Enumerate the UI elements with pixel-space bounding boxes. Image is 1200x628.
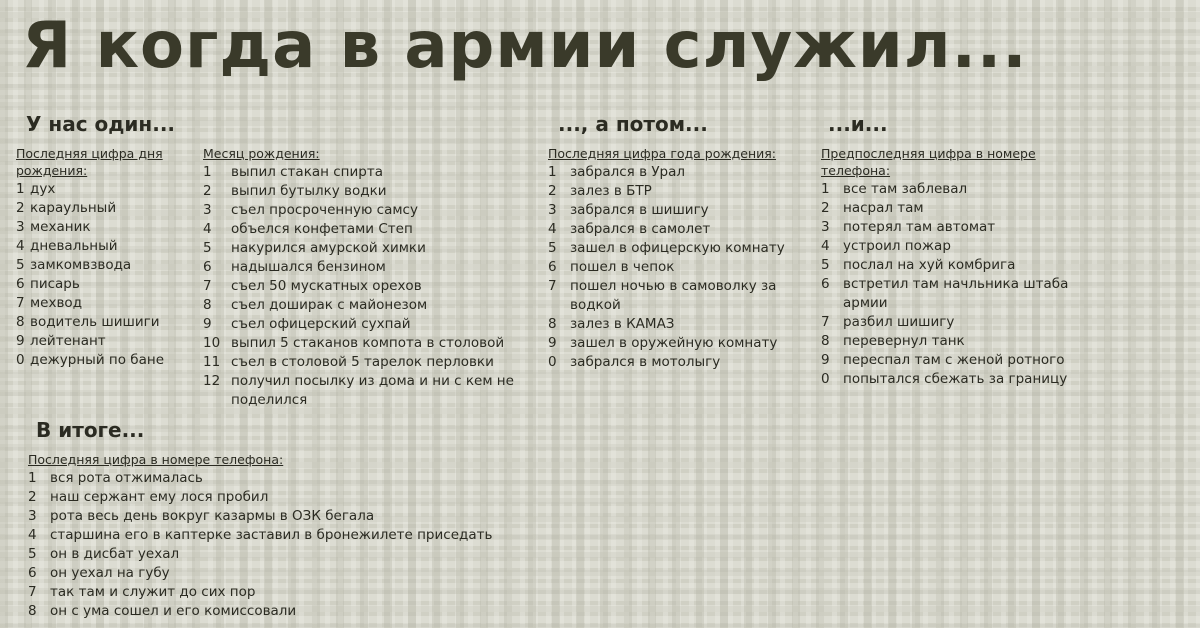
item-text: объелся конфетами Степ xyxy=(231,221,413,237)
item-number: 3 xyxy=(16,219,25,235)
month-list xyxy=(203,163,533,410)
month-block xyxy=(203,145,533,410)
list-item xyxy=(16,237,186,256)
item-number: 6 xyxy=(548,259,557,275)
item-text: лейтенант xyxy=(30,333,106,349)
item-number: 9 xyxy=(548,335,557,351)
item-text: съел просроченную самсу xyxy=(231,202,418,218)
item-number: 7 xyxy=(821,314,830,330)
result-list xyxy=(28,469,628,621)
item-text: рота весь день вокруг казармы в ОЗК бегала xyxy=(50,508,375,524)
item-text: забрался в самолет xyxy=(570,221,711,237)
item-number: 8 xyxy=(821,333,830,349)
item-number: 2 xyxy=(28,489,37,505)
item-text: старшина его в каптерке заставил в бронежилете приседать xyxy=(50,527,493,543)
item-number: 8 xyxy=(548,316,557,332)
item-text: встретил там начльника штаба армии xyxy=(843,276,1069,311)
heading-and: ...и... xyxy=(828,112,888,136)
year-list xyxy=(548,163,808,372)
item-text: накурился амурской химки xyxy=(231,240,426,256)
item-text: съел 50 мускатных орехов xyxy=(231,278,422,294)
item-number: 6 xyxy=(821,276,830,292)
rank-block xyxy=(16,145,186,370)
item-number: 1 xyxy=(28,470,37,486)
list-item xyxy=(16,256,186,275)
item-number: 0 xyxy=(821,371,830,387)
item-text: он уехал на губу xyxy=(50,565,170,581)
month-caption: Месяц рождения: xyxy=(203,146,320,161)
item-text: выпил стакан спирта xyxy=(231,164,383,180)
item-number: 2 xyxy=(203,183,212,199)
list-item xyxy=(16,275,186,294)
list-item xyxy=(548,163,808,182)
item-number: 1 xyxy=(821,181,830,197)
list-item xyxy=(821,275,1081,313)
list-item xyxy=(548,182,808,201)
item-number: 4 xyxy=(16,238,25,254)
list-item xyxy=(821,218,1081,237)
list-item xyxy=(28,583,628,602)
list-item xyxy=(548,258,808,277)
item-number: 5 xyxy=(203,240,212,256)
list-item xyxy=(16,332,186,351)
list-item xyxy=(548,334,808,353)
list-item xyxy=(203,296,533,315)
item-number: 5 xyxy=(548,240,557,256)
item-number: 4 xyxy=(203,221,212,237)
item-text: так там и служит до сих пор xyxy=(50,584,256,600)
item-text: попытался сбежать за границу xyxy=(843,371,1068,387)
item-text: съел в столовой 5 тарелок перловки xyxy=(231,354,494,370)
list-item xyxy=(821,180,1081,199)
list-item xyxy=(203,258,533,277)
item-text: залез в КАМАЗ xyxy=(570,316,675,332)
result-caption: Последняя цифра в номере телефона: xyxy=(28,452,284,467)
item-number: 9 xyxy=(203,316,212,332)
item-number: 5 xyxy=(16,257,25,273)
item-number: 3 xyxy=(203,202,212,218)
item-number: 2 xyxy=(821,200,830,216)
list-item xyxy=(16,294,186,313)
year-block xyxy=(548,145,808,372)
item-text: надышался бензином xyxy=(231,259,386,275)
item-text: выпил 5 стаканов компота в столовой xyxy=(231,335,505,351)
item-number: 6 xyxy=(28,565,37,581)
item-text: получил посылку из дома и ни с кем не поделился xyxy=(231,373,514,408)
item-number: 9 xyxy=(16,333,25,349)
item-text: устроил пожар xyxy=(843,238,951,254)
item-number: 7 xyxy=(548,278,557,294)
item-number: 1 xyxy=(16,181,25,197)
list-item xyxy=(203,201,533,220)
list-item xyxy=(16,313,186,332)
list-item xyxy=(203,163,533,182)
item-number: 3 xyxy=(548,202,557,218)
result-block xyxy=(28,451,628,621)
item-text: писарь xyxy=(30,276,80,292)
phone-caption: Предпоследняя цифра в номере телефона: xyxy=(821,146,1036,178)
phone-list xyxy=(821,180,1081,389)
year-caption: Последняя цифра года рождения: xyxy=(548,146,777,161)
item-number: 6 xyxy=(203,259,212,275)
item-text: разбил шишигу xyxy=(843,314,955,330)
item-number: 1 xyxy=(203,164,212,180)
item-text: вся рота отжималась xyxy=(50,470,203,486)
item-text: замкомвзвода xyxy=(30,257,132,273)
rank-caption: Последняя цифра дня рождения: xyxy=(16,146,163,178)
item-number: 0 xyxy=(548,354,557,370)
list-item xyxy=(203,334,533,353)
item-number: 3 xyxy=(821,219,830,235)
item-text: перевернул танк xyxy=(843,333,965,349)
list-item xyxy=(28,564,628,583)
list-item xyxy=(16,351,186,370)
item-number: 11 xyxy=(203,354,221,370)
item-text: потерял там автомат xyxy=(843,219,996,235)
item-text: дневальный xyxy=(30,238,118,254)
list-item xyxy=(28,469,628,488)
item-number: 3 xyxy=(28,508,37,524)
item-number: 4 xyxy=(821,238,830,254)
item-number: 5 xyxy=(28,546,37,562)
list-item xyxy=(548,353,808,372)
list-item xyxy=(28,545,628,564)
item-number: 2 xyxy=(16,200,25,216)
list-item xyxy=(203,353,533,372)
item-text: залез в БТР xyxy=(570,183,652,199)
item-text: механик xyxy=(30,219,91,235)
item-number: 10 xyxy=(203,335,221,351)
item-text: дежурный по бане xyxy=(30,352,165,368)
item-text: караульный xyxy=(30,200,117,216)
item-number: 8 xyxy=(203,297,212,313)
list-item xyxy=(203,220,533,239)
list-item xyxy=(28,488,628,507)
list-item xyxy=(203,372,533,410)
list-item xyxy=(16,199,186,218)
list-item xyxy=(203,182,533,201)
list-item xyxy=(203,277,533,296)
list-item xyxy=(821,256,1081,275)
list-item xyxy=(548,201,808,220)
list-item xyxy=(821,199,1081,218)
page-title: Я когда в армии служил... xyxy=(22,9,1028,83)
item-number: 8 xyxy=(28,603,37,619)
heading-one: У нас один... xyxy=(26,112,176,136)
list-item xyxy=(548,239,808,258)
list-item xyxy=(16,180,186,199)
list-item xyxy=(28,526,628,545)
item-number: 12 xyxy=(203,373,221,389)
item-number: 5 xyxy=(821,257,830,273)
item-text: водитель шишиги xyxy=(30,314,160,330)
item-text: пошел ночью в самоволку за водкой xyxy=(570,278,777,313)
rank-list xyxy=(16,180,186,370)
phone-block xyxy=(821,145,1081,389)
list-item xyxy=(821,332,1081,351)
list-item xyxy=(821,370,1081,389)
list-item xyxy=(203,315,533,334)
item-text: дух xyxy=(30,181,56,197)
heading-result: В итоге... xyxy=(36,418,145,442)
item-number: 7 xyxy=(203,278,212,294)
item-text: все там заблевал xyxy=(843,181,968,197)
item-number: 7 xyxy=(28,584,37,600)
item-text: пошел в чепок xyxy=(570,259,675,275)
item-text: зашел в офицерскую комнату xyxy=(570,240,785,256)
item-text: забрался в шишигу xyxy=(570,202,709,218)
list-item xyxy=(821,237,1081,256)
item-number: 0 xyxy=(16,352,25,368)
item-text: насрал там xyxy=(843,200,924,216)
list-item xyxy=(28,602,628,621)
item-number: 7 xyxy=(16,295,25,311)
heading-then: ..., а потом... xyxy=(558,112,708,136)
list-item xyxy=(548,315,808,334)
list-item xyxy=(548,277,808,315)
list-item xyxy=(28,507,628,526)
item-text: съел доширак с майонезом xyxy=(231,297,428,313)
item-text: переспал там с женой ротного xyxy=(843,352,1065,368)
item-number: 9 xyxy=(821,352,830,368)
list-item xyxy=(821,351,1081,370)
list-item xyxy=(821,313,1081,332)
list-item xyxy=(16,218,186,237)
item-text: забрался в мотолыгу xyxy=(570,354,721,370)
item-text: мехвод xyxy=(30,295,83,311)
item-number: 1 xyxy=(548,164,557,180)
item-number: 4 xyxy=(28,527,37,543)
item-text: он с ума сошел и его комиссовали xyxy=(50,603,297,619)
list-item xyxy=(548,220,808,239)
item-text: съел офицерский сухпай xyxy=(231,316,411,332)
item-number: 8 xyxy=(16,314,25,330)
item-number: 6 xyxy=(16,276,25,292)
item-number: 4 xyxy=(548,221,557,237)
list-item xyxy=(203,239,533,258)
item-text: наш сержант ему лося пробил xyxy=(50,489,269,505)
item-text: послал на хуй комбрига xyxy=(843,257,1016,273)
item-number: 2 xyxy=(548,183,557,199)
item-text: выпил бутылку водки xyxy=(231,183,387,199)
item-text: зашел в оружейную комнату xyxy=(570,335,778,351)
item-text: он в дисбат уехал xyxy=(50,546,180,562)
item-text: забрался в Урал xyxy=(570,164,686,180)
